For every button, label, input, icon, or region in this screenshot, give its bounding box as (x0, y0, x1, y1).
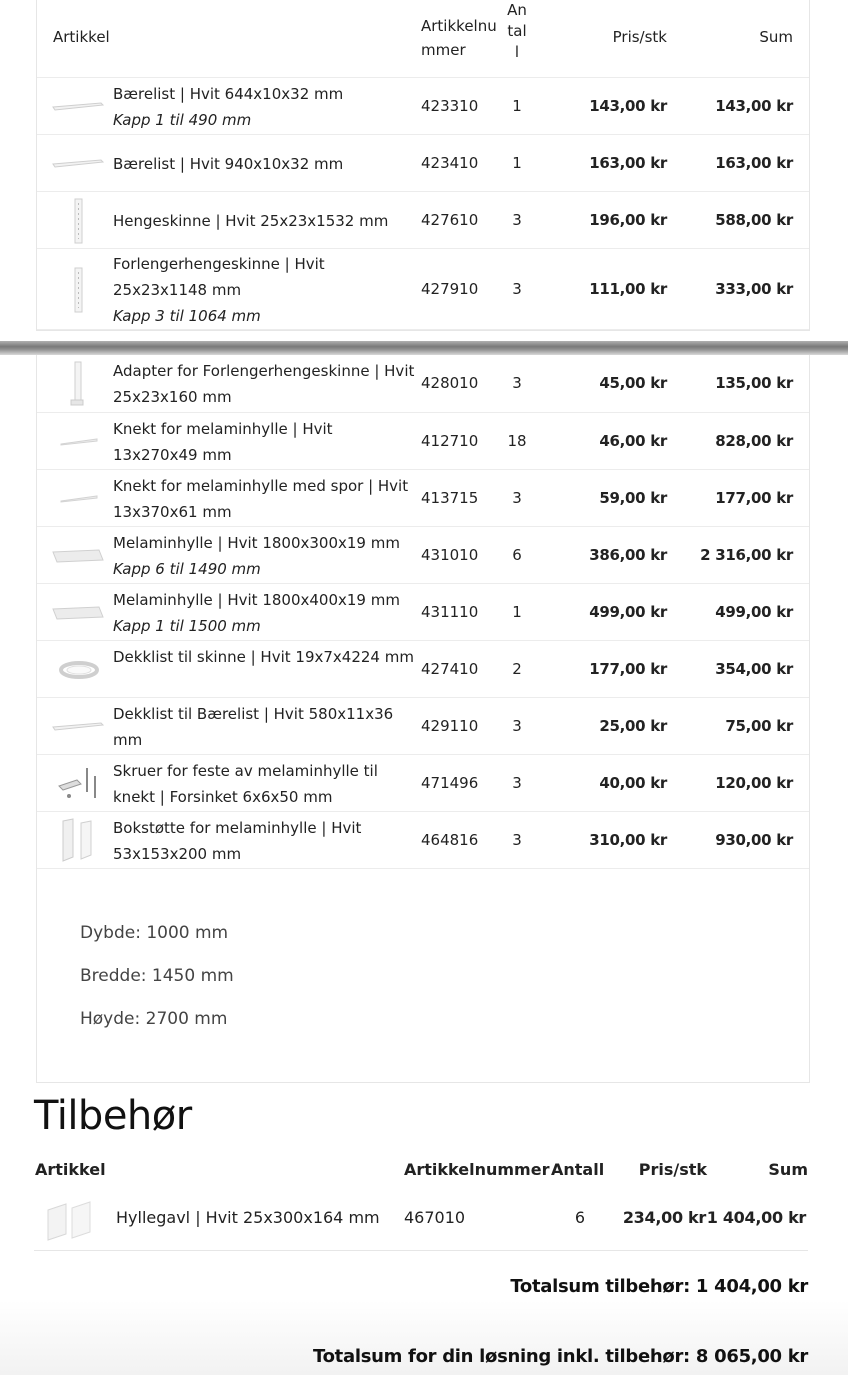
table-row (37, 135, 809, 192)
item-sum: 135,00 kr (715, 374, 793, 392)
item-artno: 423410 (421, 153, 479, 172)
item-sum: 177,00 kr (715, 488, 793, 507)
item-artno: 428010 (421, 374, 479, 392)
item-title: Dekklist til skinne | Hvit 19x7x4224 mm (113, 647, 414, 666)
header-antall: Antall (507, 1, 527, 61)
item-sum: 354,00 kr (715, 659, 793, 678)
header-sum: Sum (759, 28, 793, 46)
item-artno: 423310 (421, 96, 479, 115)
table-row (37, 755, 809, 812)
table-row (34, 1188, 808, 1251)
table-row (37, 641, 809, 698)
item-sum: 828,00 kr (715, 431, 793, 450)
item-name (113, 81, 415, 133)
item-price: 45,00 kr (599, 374, 667, 392)
item-sum: 333,00 kr (715, 279, 793, 298)
acc-header-artikkel: Artikkel (35, 1160, 106, 1179)
item-price: 25,00 kr (599, 716, 667, 735)
table-row (37, 527, 809, 584)
item-title: Melaminhylle | Hvit 1800x300x19 mm (113, 533, 400, 552)
header-pris: Pris/stk (612, 28, 667, 46)
table-row (37, 470, 809, 527)
table-row (37, 192, 809, 249)
item-sum: 2 316,00 kr (700, 545, 793, 564)
table-row (37, 584, 809, 641)
item-qty: 3 (512, 279, 522, 298)
item-name (113, 416, 415, 468)
item-artno: 464816 (421, 830, 479, 849)
item-price: 310,00 kr (589, 830, 667, 849)
item-price: 386,00 kr (589, 545, 667, 564)
acc-item-artno: 467010 (404, 1208, 466, 1227)
item-price: 177,00 kr (589, 659, 667, 678)
rail-icon (51, 144, 107, 184)
item-sum: 499,00 kr (715, 602, 793, 621)
item-qty: 1 (512, 153, 522, 172)
item-qty: 1 (512, 96, 522, 115)
item-title: Bærelist | Hvit 644x10x32 mm (113, 84, 344, 103)
item-qty: 3 (512, 830, 522, 849)
order-table-mid (36, 355, 810, 1083)
item-name (113, 530, 415, 582)
item-qty: 3 (512, 773, 522, 792)
acc-item-price: 234,00 kr (622, 1208, 706, 1227)
item-name (113, 815, 415, 867)
item-title: Bærelist | Hvit 940x10x32 mm (113, 154, 344, 173)
item-qty: 1 (512, 602, 522, 621)
item-artno: 471496 (421, 773, 479, 792)
item-title: Hengeskinne | Hvit 25x23x1532 mm (113, 211, 389, 230)
item-cut-note: Kapp 3 til 1064 mm (113, 306, 261, 325)
item-artno: 429110 (421, 716, 479, 735)
item-artno: 431010 (421, 545, 479, 564)
table-row (37, 78, 809, 135)
item-qty: 18 (507, 431, 527, 450)
item-artno: 412710 (421, 431, 479, 450)
table-row (37, 698, 809, 755)
item-qty: 3 (512, 374, 522, 392)
item-price: 163,00 kr (589, 153, 667, 172)
shelf-icon (51, 593, 107, 633)
adapter-icon (51, 364, 107, 404)
item-qty: 3 (512, 210, 522, 229)
item-name (113, 208, 415, 234)
accessories-title: Tilbehør (34, 1093, 192, 1139)
item-artno: 427610 (421, 210, 479, 229)
table-row (37, 812, 809, 869)
table-row (37, 249, 809, 330)
rail-icon (51, 707, 107, 747)
dimension-width: Bredde: 1450 mm (80, 966, 234, 986)
item-price: 143,00 kr (589, 96, 667, 115)
item-title: Dekklist til Bærelist | Hvit 580x11x36 mm (113, 704, 394, 749)
item-price: 499,00 kr (589, 602, 667, 621)
item-title: Bokstøtte for melaminhylle | Hvit 53x153x200 mm (113, 818, 362, 863)
table-row (37, 355, 809, 413)
item-sum: 588,00 kr (715, 210, 793, 229)
shelf-end-icon (44, 1198, 94, 1242)
item-qty: 3 (512, 488, 522, 507)
item-artno: 413715 (421, 488, 479, 507)
item-price: 59,00 kr (599, 488, 667, 507)
item-price: 40,00 kr (599, 773, 667, 792)
screw-icon (51, 764, 107, 804)
item-name (113, 358, 415, 410)
dimension-height: Høyde: 2700 mm (80, 1009, 228, 1029)
item-sum: 120,00 kr (715, 773, 793, 792)
item-name (113, 758, 415, 810)
item-cut-note: Kapp 1 til 1500 mm (113, 616, 261, 635)
item-title: Knekt for melaminhylle | Hvit 13x270x49 mm (113, 419, 333, 464)
acc-header-sum: Sum (768, 1160, 808, 1179)
rail-icon (51, 87, 107, 127)
item-artno: 427910 (421, 279, 479, 298)
table-row (37, 413, 809, 470)
item-sum: 143,00 kr (715, 96, 793, 115)
item-name (113, 587, 415, 639)
item-name (113, 644, 415, 670)
item-sum: 75,00 kr (725, 716, 793, 735)
item-cut-note: Kapp 1 til 490 mm (113, 110, 252, 129)
acc-item-name: Hyllegavl | Hvit 25x300x164 mm (116, 1208, 380, 1227)
item-title: Forlengerhengeskinne | Hvit 25x23x1148 mm (113, 254, 325, 299)
item-name (113, 701, 415, 753)
acc-item-qty: 6 (574, 1208, 586, 1227)
total-solution: Totalsum for din løsning inkl. tilbehør: 8 065,00 kr (313, 1346, 808, 1367)
shelf-icon (51, 536, 107, 576)
acc-item-sum: 1 404,00 kr (706, 1208, 806, 1227)
header-artikkelnummer: Artikkelnummer (421, 17, 497, 59)
item-qty: 2 (512, 659, 522, 678)
acc-header-pris: Pris/stk (638, 1160, 707, 1179)
section-divider (0, 341, 848, 355)
item-name (113, 251, 415, 329)
header-artikkel: Artikkel (53, 28, 110, 46)
item-artno: 431110 (421, 602, 479, 621)
acc-header-artikkelnummer: Artikkelnummer (404, 1160, 550, 1179)
order-table-top (36, 0, 810, 331)
item-cut-note: Kapp 6 til 1490 mm (113, 559, 261, 578)
item-title: Knekt for melaminhylle med spor | Hvit 13x370x61 mm (113, 476, 409, 521)
item-artno: 427410 (421, 659, 479, 678)
item-price: 196,00 kr (589, 210, 667, 229)
coil-icon (51, 650, 107, 690)
item-title: Adapter for Forlengerhengeskinne | Hvit 25x23x160 mm (113, 362, 415, 406)
item-name (113, 473, 415, 525)
item-price: 111,00 kr (589, 279, 667, 298)
dimension-depth: Dybde: 1000 mm (80, 923, 229, 943)
acc-header-antall: Antall (551, 1160, 605, 1179)
item-title: Skruer for feste av melaminhylle til knekt | Forsinket 6x6x50 mm (113, 761, 378, 806)
bookend-icon (51, 821, 107, 861)
item-name (113, 151, 415, 177)
item-title: Melaminhylle | Hvit 1800x400x19 mm (113, 590, 400, 609)
item-qty: 3 (512, 716, 522, 735)
item-sum: 930,00 kr (715, 830, 793, 849)
bracket-icon (51, 422, 107, 462)
item-price: 46,00 kr (599, 431, 667, 450)
vertical-rail-icon (51, 270, 107, 310)
item-qty: 6 (512, 545, 522, 564)
vertical-rail-icon (51, 201, 107, 241)
item-sum: 163,00 kr (715, 153, 793, 172)
bracket-icon (51, 479, 107, 519)
total-accessories: Totalsum tilbehør: 1 404,00 kr (510, 1276, 808, 1297)
